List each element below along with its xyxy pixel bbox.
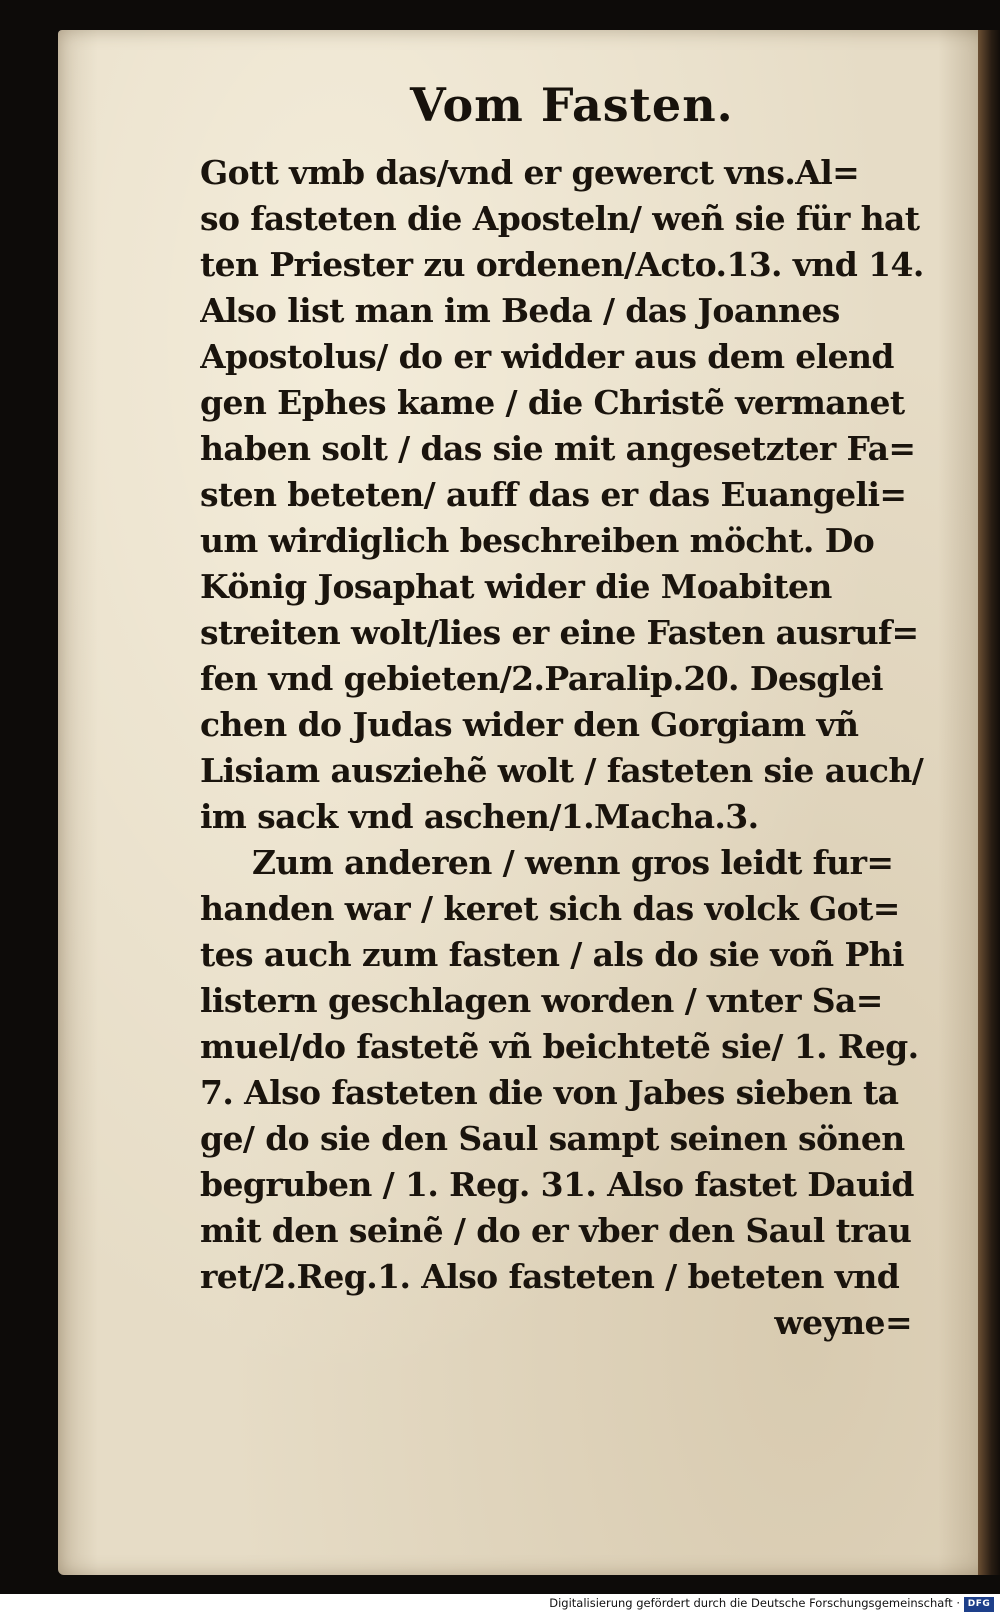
body-text (200, 150, 960, 1346)
funding-notice: Digitalisierung gefördert durch die Deutsche Forschungsgemeinschaft · (549, 1596, 960, 1610)
text-line: chen do Judas wider den Gorgiam vñ (200, 705, 859, 744)
text-line: Also list man im Beda / das Joannes (200, 291, 840, 330)
page-edge (978, 30, 1000, 1575)
catchword: weyne= (774, 1303, 912, 1342)
text-line: fen vnd gebieten/2.Paralip.20. Desglei (200, 659, 883, 698)
text-line: König Josaphat wider die Moabiten (200, 567, 832, 606)
running-head: Vom Fasten. (410, 78, 734, 132)
text-line: 7. Also fasteten die von Jabes sieben ta (200, 1073, 899, 1112)
text-line: tes auch zum fasten / als do sie voñ Phi (200, 935, 904, 974)
text-line: ten Priester zu ordenen/Acto.13. vnd 14. (200, 245, 924, 284)
text-line: gen Ephes kame / die Christẽ vermanet (200, 383, 905, 422)
text-line: muel/do fastetẽ vñ beichtetẽ sie/ 1. Reg. (200, 1027, 919, 1066)
text-line: listern geschlagen worden / vnter Sa= (200, 981, 883, 1020)
text-line: streiten wolt/lies er eine Fasten ausruf= (200, 613, 919, 652)
text-line: ret/2.Reg.1. Also fasteten / beteten vnd (200, 1257, 900, 1296)
text-line: um wirdiglich beschreiben möcht. Do (200, 521, 875, 560)
text-line: haben solt / das sie mit angesetzter Fa= (200, 429, 916, 468)
text-line: sten beteten/ auff das er das Euangeli= (200, 475, 907, 514)
text-line: im sack vnd aschen/1.Macha.3. (200, 797, 759, 836)
text-line: mit den seinẽ / do er vber den Saul trau (200, 1211, 912, 1250)
text-line: Gott vmb das/vnd er gewerct vns.Al= (200, 153, 860, 192)
footer-bar (0, 1594, 1000, 1616)
text-line: Lisiam ausziehẽ wolt / fasteten sie auch/ (200, 751, 924, 790)
text-line: Apostolus/ do er widder aus dem elend (200, 337, 894, 376)
text-line: ge/ do sie den Saul sampt seinen sönen (200, 1119, 905, 1158)
text-line: Zum anderen / wenn gros leidt fur= (252, 843, 894, 882)
text-line: begruben / 1. Reg. 31. Also fastet Dauid (200, 1165, 914, 1204)
text-line: handen war / keret sich das volck Got= (200, 889, 900, 928)
text-line: so fasteten die Aposteln/ weñ sie für hat (200, 199, 920, 238)
dfg-logo: DFG (964, 1597, 994, 1612)
